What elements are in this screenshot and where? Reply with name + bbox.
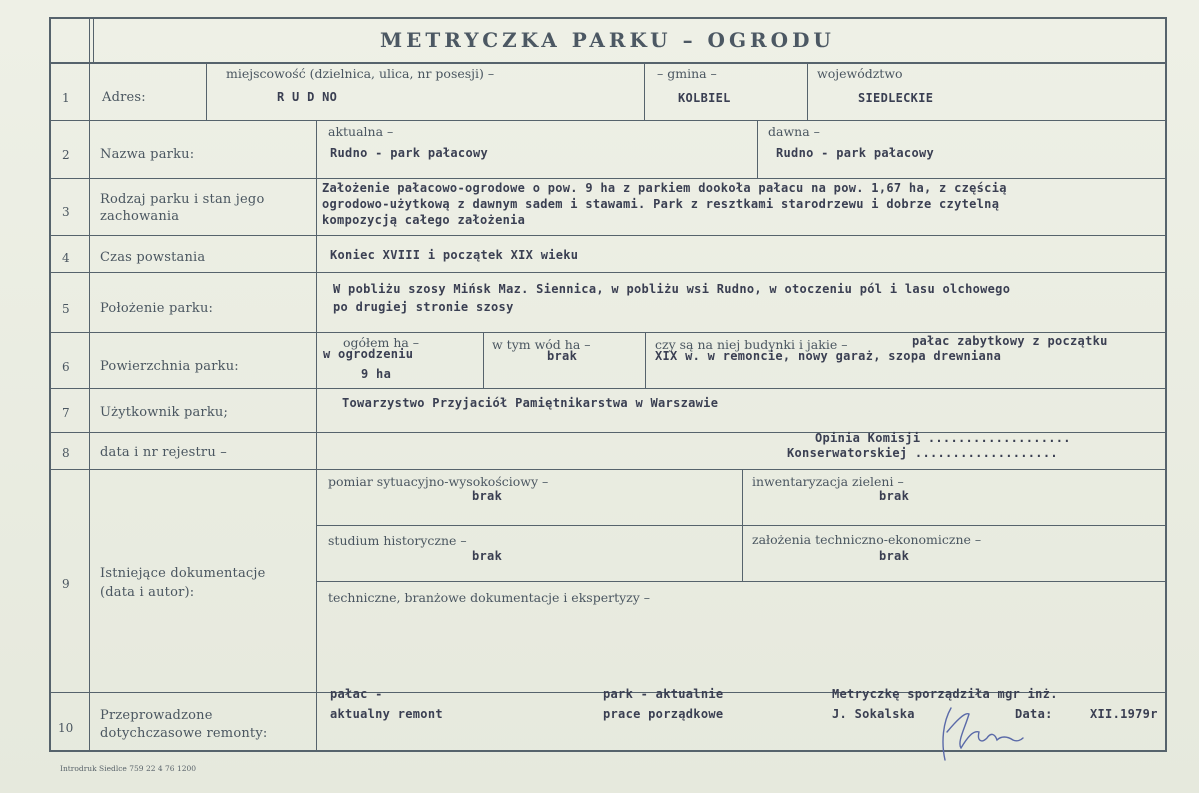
date-value: XII.1979r [1090, 707, 1158, 721]
area-total-value-2: 9 ha [361, 367, 392, 381]
commission-opinion-2: Konserwatorskiej ................... [787, 446, 1058, 460]
row-label-docs-2: (data i autor): [100, 585, 195, 600]
date-label: Data: [1015, 707, 1053, 721]
park-type-line-3: kompozycją całego założenia [322, 213, 526, 227]
row-label-creation: Czas powstania [100, 250, 206, 265]
row-number-10: 10 [58, 721, 74, 735]
row1-commune-line [644, 63, 645, 120]
row-label-register: data i nr rejestru – [100, 445, 227, 460]
row-label-docs-1: Istniejące dokumentacje [100, 566, 266, 581]
location-line-1: W pobliżu szosy Mińsk Maz. Siennica, w pobliżu wsi Rudno, w otoczeniu pól i lasu olchowego [333, 282, 1011, 296]
row6-water-line [483, 333, 484, 388]
former-name-value: Rudno - park pałacowy [776, 146, 935, 160]
row-label-park-type-1: Rodzaj parku i stan jego [100, 192, 265, 207]
area-buildings-value-2: XIX w. w remoncie, nowy garaż, szopa drewniana [655, 349, 1002, 363]
locality-label: miejscowość (dzielnica, ulica, nr posesji) – [226, 66, 495, 81]
label-column-line [316, 120, 317, 752]
frame-left [49, 17, 51, 752]
park-type-line-2: ogrodowo-użytkową z dawnym sadem i stawami. Park z resztkami starodrzewu i dobrze czytelną [322, 197, 1000, 211]
row-label-park-type-2: zachowania [100, 209, 180, 224]
prepared-by-2: J. Sokalska [832, 707, 915, 721]
historical-study-label: studium historyczne – [328, 533, 467, 548]
row-label-location: Położenie parku: [100, 301, 214, 316]
row-number-3: 3 [62, 205, 70, 219]
area-buildings-label: czy są na niej budynki i jakie – [655, 337, 848, 352]
form-title: METRYCZKA PARKU – OGRODU [380, 28, 835, 52]
commune-label: – gmina – [657, 66, 717, 81]
row-line-1 [49, 120, 1167, 121]
tech-economic-label: założenia techniczno-ekonomiczne – [752, 532, 982, 547]
printer-imprint: Introdruk Siedlce 759 22 4 76 1200 [60, 764, 197, 773]
tech-economic-value: brak [879, 549, 910, 563]
park-repair-2: prace porządkowe [603, 707, 724, 721]
greenery-label: inwentaryzacja zieleni – [752, 474, 904, 489]
row-label-repairs-1: Przeprowadzone [100, 708, 213, 723]
current-name-label: aktualna – [328, 124, 394, 139]
row2-former-line [757, 120, 758, 178]
voivodeship-value: SIEDLECKIE [858, 91, 934, 105]
row-number-7: 7 [62, 406, 70, 420]
area-water-label: w tym wód ha – [492, 337, 591, 352]
area-total-value-1: w ogrodzeniu [323, 347, 414, 361]
row9-line-b [316, 581, 1167, 582]
row-number-4: 4 [62, 251, 70, 265]
row-line-8 [49, 469, 1167, 470]
historical-study-value: brak [472, 549, 503, 563]
row-number-1: 1 [62, 91, 70, 105]
handwritten-signature [935, 702, 1025, 764]
former-name-label: dawna – [768, 124, 820, 139]
row9-line-a [316, 525, 1167, 526]
row-label-area: Powierzchnia parku: [100, 359, 239, 374]
commune-value: KOLBIEL [678, 91, 731, 105]
row-number-6: 6 [62, 360, 70, 374]
area-total-label: ogółem ha – [343, 335, 420, 350]
row-label-park-name: Nazwa parku: [100, 147, 195, 162]
row-line-3 [49, 235, 1167, 236]
survey-value: brak [472, 489, 503, 503]
park-repair-1: park - aktualnie [603, 687, 724, 701]
row-label-address: Adres: [102, 90, 146, 105]
area-buildings-value-1: pałac zabytkowy z początku [912, 334, 1108, 348]
greenery-value: brak [879, 489, 910, 503]
row-label-user: Użytkownik parku; [100, 405, 229, 420]
row6-buildings-line [645, 333, 646, 388]
technical-docs-label: techniczne, branżowe dokumentacje i ekspertyzy – [328, 590, 651, 605]
area-water-value: brak [547, 349, 578, 363]
palace-repair-1: pałac - [330, 687, 383, 701]
row-label-repairs-2: dotychczasowe remonty: [100, 726, 268, 741]
location-line-2: po drugiej stronie szosy [333, 300, 514, 314]
creation-time-value: Koniec XVIII i początek XIX wieku [330, 248, 579, 262]
prepared-by-1: Metryczkę sporządziła mgr inż. [832, 687, 1058, 701]
row-line-4 [49, 272, 1167, 273]
row1-label-line [206, 63, 207, 120]
row-number-9: 9 [62, 577, 70, 591]
voivodeship-label: województwo [817, 66, 903, 81]
row-number-8: 8 [62, 446, 70, 460]
row-line-5 [49, 332, 1167, 333]
palace-repair-2: aktualny remont [330, 707, 443, 721]
row-line-title [49, 62, 1167, 64]
frame-right [1165, 17, 1167, 752]
survey-label: pomiar sytuacyjno-wysokościowy – [328, 474, 549, 489]
park-user-value: Towarzystwo Przyjaciół Pamiętnikarstwa w Warszawie [342, 396, 719, 410]
row-number-2: 2 [62, 148, 70, 162]
commission-opinion-1: Opinia Komisji ................... [815, 431, 1071, 445]
locality-value: R U D NO [277, 90, 338, 104]
park-type-line-1: Założenie pałacowo-ogrodowe o pow. 9 ha z parkiem dookoła pałacu na pow. 1,67 ha, z częścią [322, 181, 1007, 195]
row1-voiv-line [807, 63, 808, 120]
row-line-6 [49, 388, 1167, 389]
frame-top [49, 17, 1167, 19]
current-name-value: Rudno - park pałacowy [330, 146, 489, 160]
row-number-5: 5 [62, 302, 70, 316]
row-line-2 [49, 178, 1167, 179]
number-column-line-2 [93, 17, 94, 63]
number-column-line [89, 17, 90, 752]
